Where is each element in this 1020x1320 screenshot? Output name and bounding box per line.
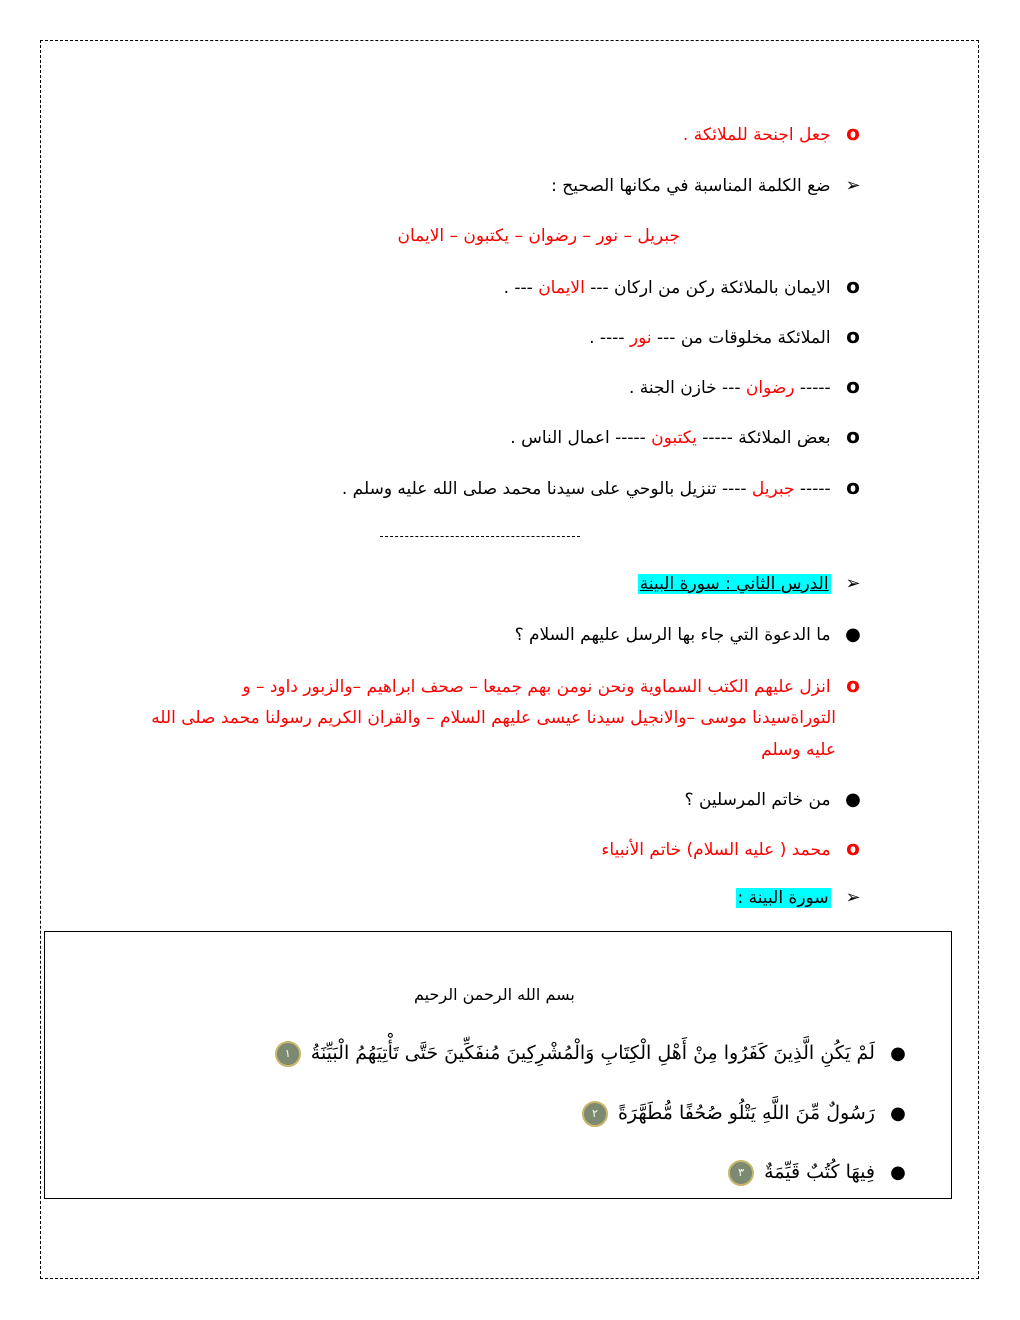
dot-bullet-icon: ● <box>890 1043 906 1064</box>
separator-line <box>380 536 580 537</box>
aya-number-icon: ٢ <box>582 1101 608 1127</box>
dot-bullet-icon: ● <box>890 1103 906 1124</box>
circle-bullet-icon: o <box>846 324 860 348</box>
question-text: ما الدعوة التي جاء بها الرسل عليهم السلام ؟ <box>514 625 831 645</box>
fill-after: --- خازن الجنة . <box>628 378 741 398</box>
fill-before: ----- <box>799 378 831 398</box>
answer-item <box>601 832 870 866</box>
item-text: جعل اجنحة للملائكة . <box>682 125 831 145</box>
arrow-bullet-icon: ➢ <box>845 887 861 908</box>
word-bank-text: جبريل – نور – رضوان – يكتبون – الايمان <box>397 226 680 246</box>
fill-before: الايمان بالملائكة ركن من اركان --- <box>590 278 831 298</box>
instruction-heading <box>551 170 870 202</box>
question-text: من خاتم المرسلين ؟ <box>684 790 831 810</box>
surah-heading <box>736 882 871 914</box>
aya-text: لَمْ يَكُنِ الَّذِينَ كَفَرُوا مِنْ أَهْلِ الْكِتَابِ وَالْمُشْرِكِينَ مُنفَكِّينَ حَتَّى تَأْتِيَهُمُ الْبَيِّنَةُ <box>310 1042 875 1064</box>
fill-answer: جبريل <box>751 479 795 499</box>
dot-bullet-icon: ● <box>845 624 861 645</box>
question-item <box>685 784 870 816</box>
arrow-bullet-icon: ➢ <box>845 175 861 196</box>
fill-after: ----- اعمال الناس . <box>510 428 646 448</box>
bismillah: بسم الله الرحمن الرحيم <box>414 985 575 1004</box>
circle-bullet-icon: o <box>846 424 860 448</box>
lesson-title: الدرس الثاني : سورة البينة <box>639 574 829 594</box>
circle-bullet-icon: o <box>846 121 860 145</box>
circle-bullet-icon: o <box>846 374 860 398</box>
aya-item <box>582 1096 915 1131</box>
list-item <box>589 320 870 354</box>
answer-line: عليه وسلم <box>761 740 836 760</box>
fill-after: ---- تنزيل بالوحي على سيدنا محمد صلى الله عليه وسلم . <box>341 479 747 499</box>
fill-before: بعض الملائكة ----- <box>702 428 831 448</box>
fill-before: الملائكة مخلوقات من --- <box>657 328 831 348</box>
question-item <box>515 619 870 651</box>
answer-line: التوراةسيدنا موسى –والانجيل سيدنا عيسى عليهم السلام – والقران الكريم رسولنا محمد صلى الله <box>151 708 836 728</box>
aya-text: رَسُولٌ مِّنَ اللَّهِ يَتْلُو صُحُفًا مُّطَهَّرَةً <box>617 1102 875 1124</box>
circle-bullet-icon: o <box>846 475 860 499</box>
circle-bullet-icon: o <box>846 274 860 298</box>
answer-line: انزل عليهم الكتب السماوية ونحن نومن بهم جميعا – صحف ابراهيم –والزبور داود – و <box>242 677 831 697</box>
surah-title: سورة البينة : <box>737 888 829 908</box>
arrow-bullet-icon: ➢ <box>845 573 861 594</box>
list-item <box>504 270 870 304</box>
aya-item <box>728 1155 915 1190</box>
answer-text: محمد ( عليه السلام) خاتم الأنبياء <box>601 840 831 860</box>
answer-continuation <box>151 702 836 734</box>
aya-item <box>275 1036 915 1071</box>
list-item <box>683 117 870 151</box>
list-item <box>342 471 870 505</box>
instruction-text: ضع الكلمة المناسبة في مكانها الصحيح : <box>551 176 831 196</box>
answer-item <box>242 669 870 703</box>
list-item <box>510 420 870 454</box>
circle-bullet-icon: o <box>846 836 860 860</box>
aya-number-icon: ٣ <box>728 1160 754 1186</box>
fill-answer: الايمان <box>538 278 585 298</box>
fill-before: ----- <box>799 479 831 499</box>
fill-after: ---- . <box>589 328 625 348</box>
circle-bullet-icon: o <box>846 673 860 697</box>
fill-answer: نور <box>629 328 652 348</box>
word-bank <box>397 220 680 252</box>
fill-after: --- . <box>503 278 533 298</box>
lesson-heading <box>638 568 870 600</box>
dot-bullet-icon: ● <box>845 789 861 810</box>
fill-answer: رضوان <box>745 378 795 398</box>
aya-number-icon: ١ <box>275 1041 301 1067</box>
list-item <box>629 370 870 404</box>
fill-answer: يكتبون <box>651 428 697 448</box>
dot-bullet-icon: ● <box>890 1162 906 1183</box>
answer-continuation <box>761 734 836 766</box>
aya-text: فِيهَا كُتُبٌ قَيِّمَةٌ <box>764 1161 875 1183</box>
